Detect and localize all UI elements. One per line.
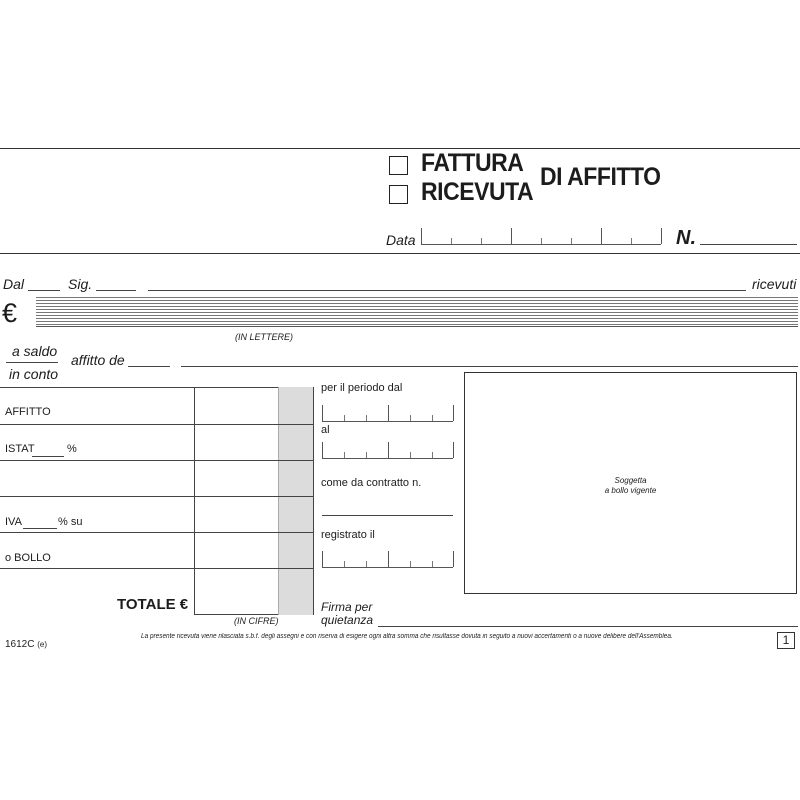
row-line-5 <box>0 568 313 569</box>
periodo-dal-label: per il periodo dal <box>321 382 403 394</box>
ricevuta-checkbox[interactable] <box>389 185 408 204</box>
table-divider-right <box>313 387 314 615</box>
firma-label-1: Firma per <box>321 600 373 614</box>
iva-row-label: IVA <box>5 516 22 528</box>
euro-symbol: € <box>2 298 18 328</box>
bollo-row-label: o BOLLO <box>5 552 51 564</box>
title-ricevuta: RICEVUTA <box>421 178 534 206</box>
a-saldo-label: a saldo <box>12 343 58 359</box>
ricevuti-label: ricevuti <box>752 276 797 292</box>
firma-field[interactable] <box>378 626 798 627</box>
data-label: Data <box>386 232 416 248</box>
in-lettere-label: (IN LETTERE) <box>235 332 294 342</box>
in-conto-label: in conto <box>9 366 59 382</box>
iva-unit: % su <box>58 516 83 528</box>
table-divider-left <box>194 387 195 615</box>
istat-row-label: ISTAT <box>5 443 35 455</box>
contratto-field[interactable] <box>322 515 453 516</box>
registrato-label: registrato il <box>321 529 375 541</box>
firma-label-2: quietanza <box>321 613 374 627</box>
iva-percent-field[interactable] <box>23 528 57 529</box>
table-top-line <box>0 387 313 388</box>
istat-percent-field[interactable] <box>32 456 64 457</box>
form-code <box>5 639 47 650</box>
dal-field[interactable] <box>28 290 60 291</box>
stamp-box <box>464 372 797 594</box>
registrato-date-field[interactable] <box>322 551 453 568</box>
decimal-column <box>278 387 314 615</box>
in-cifre-label: (IN CIFRE) <box>234 616 279 626</box>
page-number-box: 1 <box>777 632 795 649</box>
sig-name-field[interactable] <box>148 290 746 291</box>
saldo-conto-divider <box>6 362 58 363</box>
totale-label: TOTALE € <box>117 596 189 613</box>
title-fattura: FATTURA <box>421 149 524 177</box>
header-bottom-line <box>0 253 800 254</box>
data-date-field[interactable] <box>421 228 661 245</box>
affitto-row-label: AFFITTO <box>5 406 51 418</box>
number-field[interactable] <box>700 244 797 245</box>
sig-label: Sig. <box>68 276 93 292</box>
affitto-de-label: affitto de <box>71 352 125 368</box>
footer-disclaimer: La presente ricevuta viene rilasciata s.b.f. degli assegni e con riserva di esigere ogni altra somma che risultasse dovuta in seguito a nuovi accertamenti o a nuove delibere dell'Assemblea. <box>141 633 673 640</box>
title-di-affitto: DI AFFITTO <box>540 163 661 191</box>
affitto-de-field-short[interactable] <box>128 366 170 367</box>
form-code-suffix: (e) <box>37 640 48 649</box>
amount-in-letters-field[interactable] <box>36 297 798 327</box>
al-date-field[interactable] <box>322 442 453 459</box>
al-label: al <box>321 424 330 436</box>
top-border-line <box>0 148 800 149</box>
number-label: N. <box>676 227 696 249</box>
form-code-number: 1612C <box>5 639 35 650</box>
sig-field-short[interactable] <box>96 290 136 291</box>
row-line-6 <box>194 614 278 615</box>
periodo-dal-date-field[interactable] <box>322 405 453 422</box>
contratto-label: come da contratto n. <box>321 477 422 489</box>
istat-unit: % <box>67 443 77 455</box>
fattura-checkbox[interactable] <box>389 156 408 175</box>
row-line-3 <box>0 496 313 497</box>
row-line-4 <box>0 532 313 533</box>
row-line-1 <box>0 424 313 425</box>
affitto-de-field[interactable] <box>181 366 798 367</box>
row-line-2 <box>0 460 313 461</box>
stamp-line-1: Soggetta <box>614 476 647 485</box>
stamp-line-2: a bollo vigente <box>604 486 657 495</box>
dal-label: Dal <box>3 276 25 292</box>
